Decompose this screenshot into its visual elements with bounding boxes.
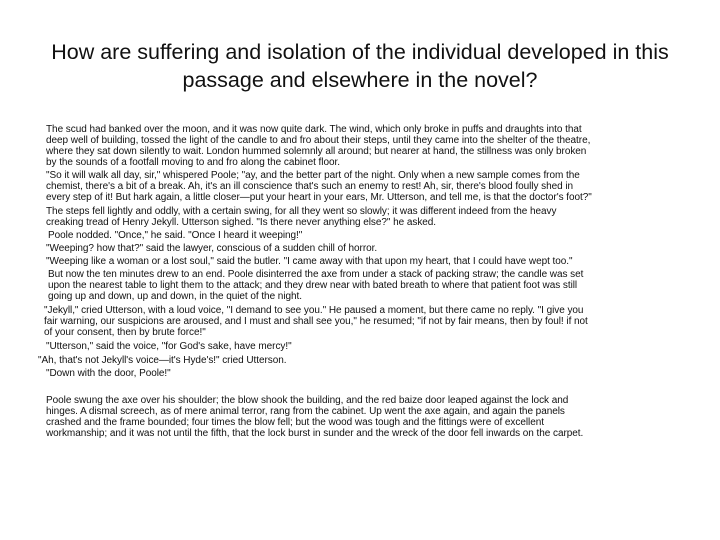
paragraph-11: "Down with the door, Poole!" — [46, 368, 171, 379]
paragraph-3: The steps fell lightly and oddly, with a certain swing, for all they went so slowly; it was different indeed from the heavy creaking tread of Henry Jekyll. Utterson sighed. "Is there never anything else?" he asked. — [46, 206, 557, 229]
paragraph-2: "So it will walk all day, sir," whispered Poole; "ay, and the better part of the night. Only when a new sample comes from the chemist, there's a bit of a break. Ah, it's an ill conscience that's such an enemy to rest! Ah, sir, there's blood foully shed in every step of it! But hark again, a little closer—put your heart in your ears, Mr. Utterson, and tell me, is that the doctor's foot?" — [46, 170, 592, 204]
slide-title: How are suffering and isolation of the individual developed in this passage and elsewhere in the novel? — [51, 40, 669, 92]
paragraph-7: But now the ten minutes drew to an end. Poole disinterred the axe from under a stack of packing straw; the candle was set upon the nearest table to light them to the attack; and they drew near with bated breath to where that patient foot was still going up and down, up and down, in the quiet of the night. — [48, 269, 584, 303]
paragraph-5: "Weeping? how that?" said the lawyer, conscious of a sudden chill of horror. — [46, 243, 378, 254]
paragraph-9: "Utterson," said the voice, "for God's sake, have mercy!" — [46, 341, 292, 352]
paragraph-4: Poole nodded. "Once," he said. "Once I heard it weeping!" — [48, 230, 303, 241]
paragraph-10: "Ah, that's not Jekyll's voice—it's Hyde's!" cried Utterson. — [38, 355, 287, 366]
paragraph-8: "Jekyll," cried Utterson, with a loud voice, "I demand to see you." He paused a moment, but there came no reply. "I give you fair warning, our suspicions are aroused, and I must and shall see you," he resumed; "if not by fair means, then by foul! if not of your consent, then by brute force!" — [44, 305, 588, 339]
paragraph-1: The scud had banked over the moon, and it was now quite dark. The wind, which only broke in puffs and draughts into that deep well of building, tossed the light of the candle to and fro about their steps, until they came into the shelter of the theatre, where they sat down silently to wait. London hummed solemnly all around; but nearer at hand, the stillness was only broken by the sounds of a footfall moving to and fro along the cabinet floor. — [46, 124, 591, 169]
paragraph-6: "Weeping like a woman or a lost soul," said the butler. "I came away with that upon my heart, that I could have wept too." — [46, 256, 573, 267]
paragraph-12: Poole swung the axe over his shoulder; the blow shook the building, and the red baize door leaped against the lock and hinges. A dismal screech, as of mere animal terror, rang from the cabinet. Up went the axe again, and again the panels crashed and the frame bounded; four times the blow fell; but the wood was tough and the fittings were of excellent workmanship; and it was not until the fifth, that the lock burst in sunder and the wreck of the door fell inwards on the carpet. — [46, 395, 584, 440]
